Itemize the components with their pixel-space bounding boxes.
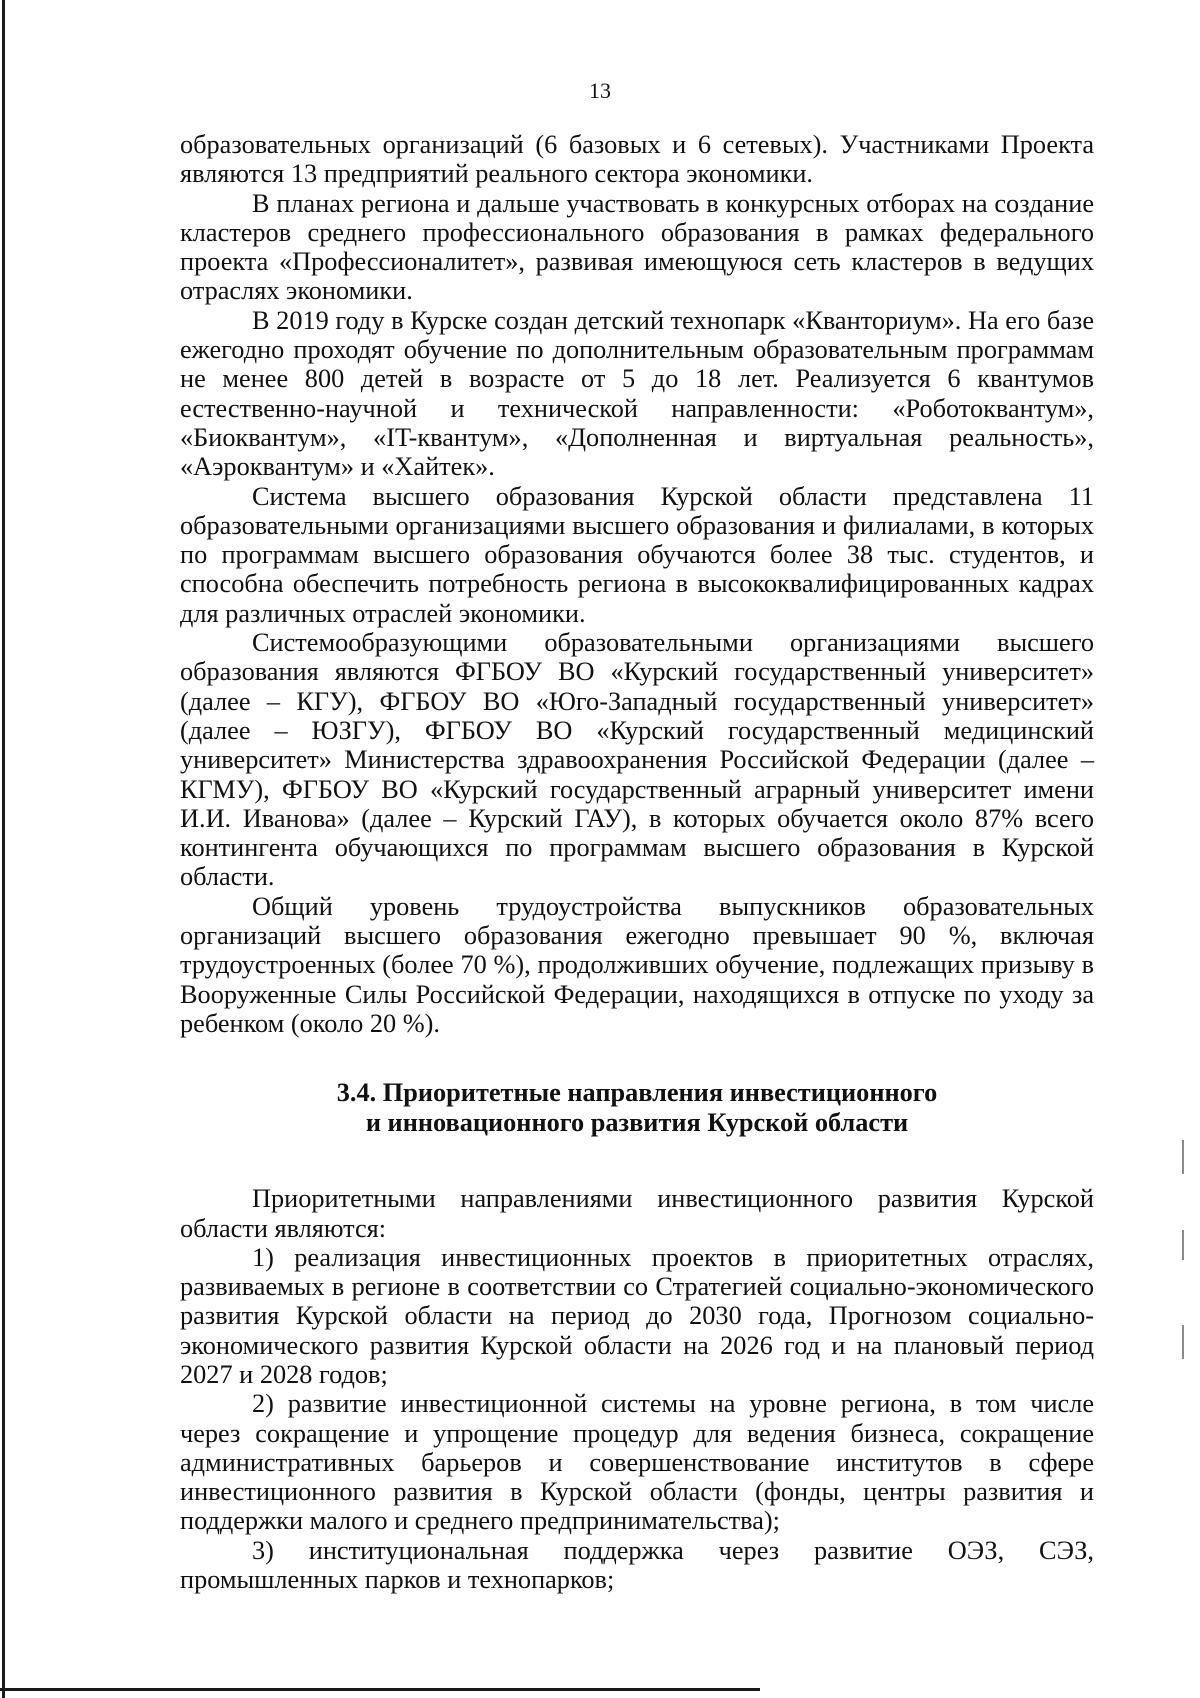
section-heading-line: и инновационного развития Курской области [365, 1108, 909, 1138]
scan-edge-bottom [0, 1688, 760, 1691]
paragraph: Системообразующими образовательными организациями высшего образования являются ФГБОУ ВО «Курский государственный университет» (далее – КГУ), ФГБОУ ВО «Юго-Западный государственный университет» (далее – ЮЗГУ), ФГБОУ ВО «Курский государственный медицинский университет» Министерства здравоохранения Российской Федерации (далее – КГМУ), ФГБОУ ВО «Курский государственный аграрный университет имени И.И. Иванова» (далее – Курский ГАУ), в которых обучается около 87% всего контингента обучающихся по программам высшего образования в Курской области. [180, 628, 1094, 892]
section-heading [180, 1078, 1094, 1138]
paragraph: В 2019 году в Курске создан детский технопарк «Кванториум». На его базе ежегодно проходят обучение по дополнительным образовательным программам не менее 800 детей в возрасте от 5 до 18 лет. Реализуется 6 квантумов естественно-научной и технической направленности: «Роботоквантум», «Биоквантум», «IT-квантум», «Дополненная и виртуальная реальность», «Аэроквантум» и «Хайтек». [180, 305, 1094, 482]
scan-edge-left [2, 0, 5, 1698]
scan-speck [1182, 1230, 1184, 1260]
list-item: 3) институциональная поддержка через развитие ОЭЗ, СЭЗ, промышленных парков и технопарков; [180, 1535, 1094, 1595]
list-item: 1) реализация инвестиционных проектов в приоритетных отраслях, развиваемых в регионе в соответствии со Стратегией социально-экономического развития Курской области на период до 2030 года, Прогнозом социально-экономического развития Курской области на 2026 год и на плановый период 2027 и 2028 годов; [180, 1242, 1094, 1389]
scan-speck [1182, 1140, 1184, 1174]
document-body [180, 130, 1094, 1594]
section-heading-line: 3.4. Приоритетные направления инвестиционного [336, 1078, 938, 1108]
page-number: 13 [589, 78, 611, 103]
paragraph: Общий уровень трудоустройства выпускников образовательных организаций высшего образования ежегодно превышает 90 %, включая трудоустроенных (более 70 %), продолживших обучение, подлежащих призыву в Вооруженные Силы Российской Федерации, находящихся в отпуске по уходу за ребенком (около 20 %). [180, 891, 1094, 1038]
paragraph: В планах региона и дальше участвовать в конкурсных отборах на создание кластеров среднего профессионального образования в рамках федерального проекта «Профессионалитет», развивая имеющуюся сеть кластеров в ведущих отраслях экономики. [180, 188, 1094, 306]
scan-speck [1182, 1325, 1184, 1359]
paragraph: Система высшего образования Курской области представлена 11 образовательными организациями высшего образования и филиалами, в которых по программам высшего образования обучаются более 38 тыс. студентов, и способна обеспечить потребность региона в высококвалифицированных кадрах для различных отраслей экономики. [180, 481, 1094, 628]
paragraph: образовательных организаций (6 базовых и 6 сетевых). Участниками Проекта являются 13 предприятий реального сектора экономики. [180, 130, 1094, 189]
list-item: 2) развитие инвестиционной системы на уровне региона, в том числе через сокращение и упрощение процедур для ведения бизнеса, сокращение административных барьеров и совершенствование институтов в сфере инвестиционного развития в Курской области (фонды, центры развития и поддержки малого и среднего предпринимательства); [180, 1389, 1094, 1536]
paragraph: Приоритетными направлениями инвестиционного развития Курской области являются: [180, 1184, 1094, 1243]
